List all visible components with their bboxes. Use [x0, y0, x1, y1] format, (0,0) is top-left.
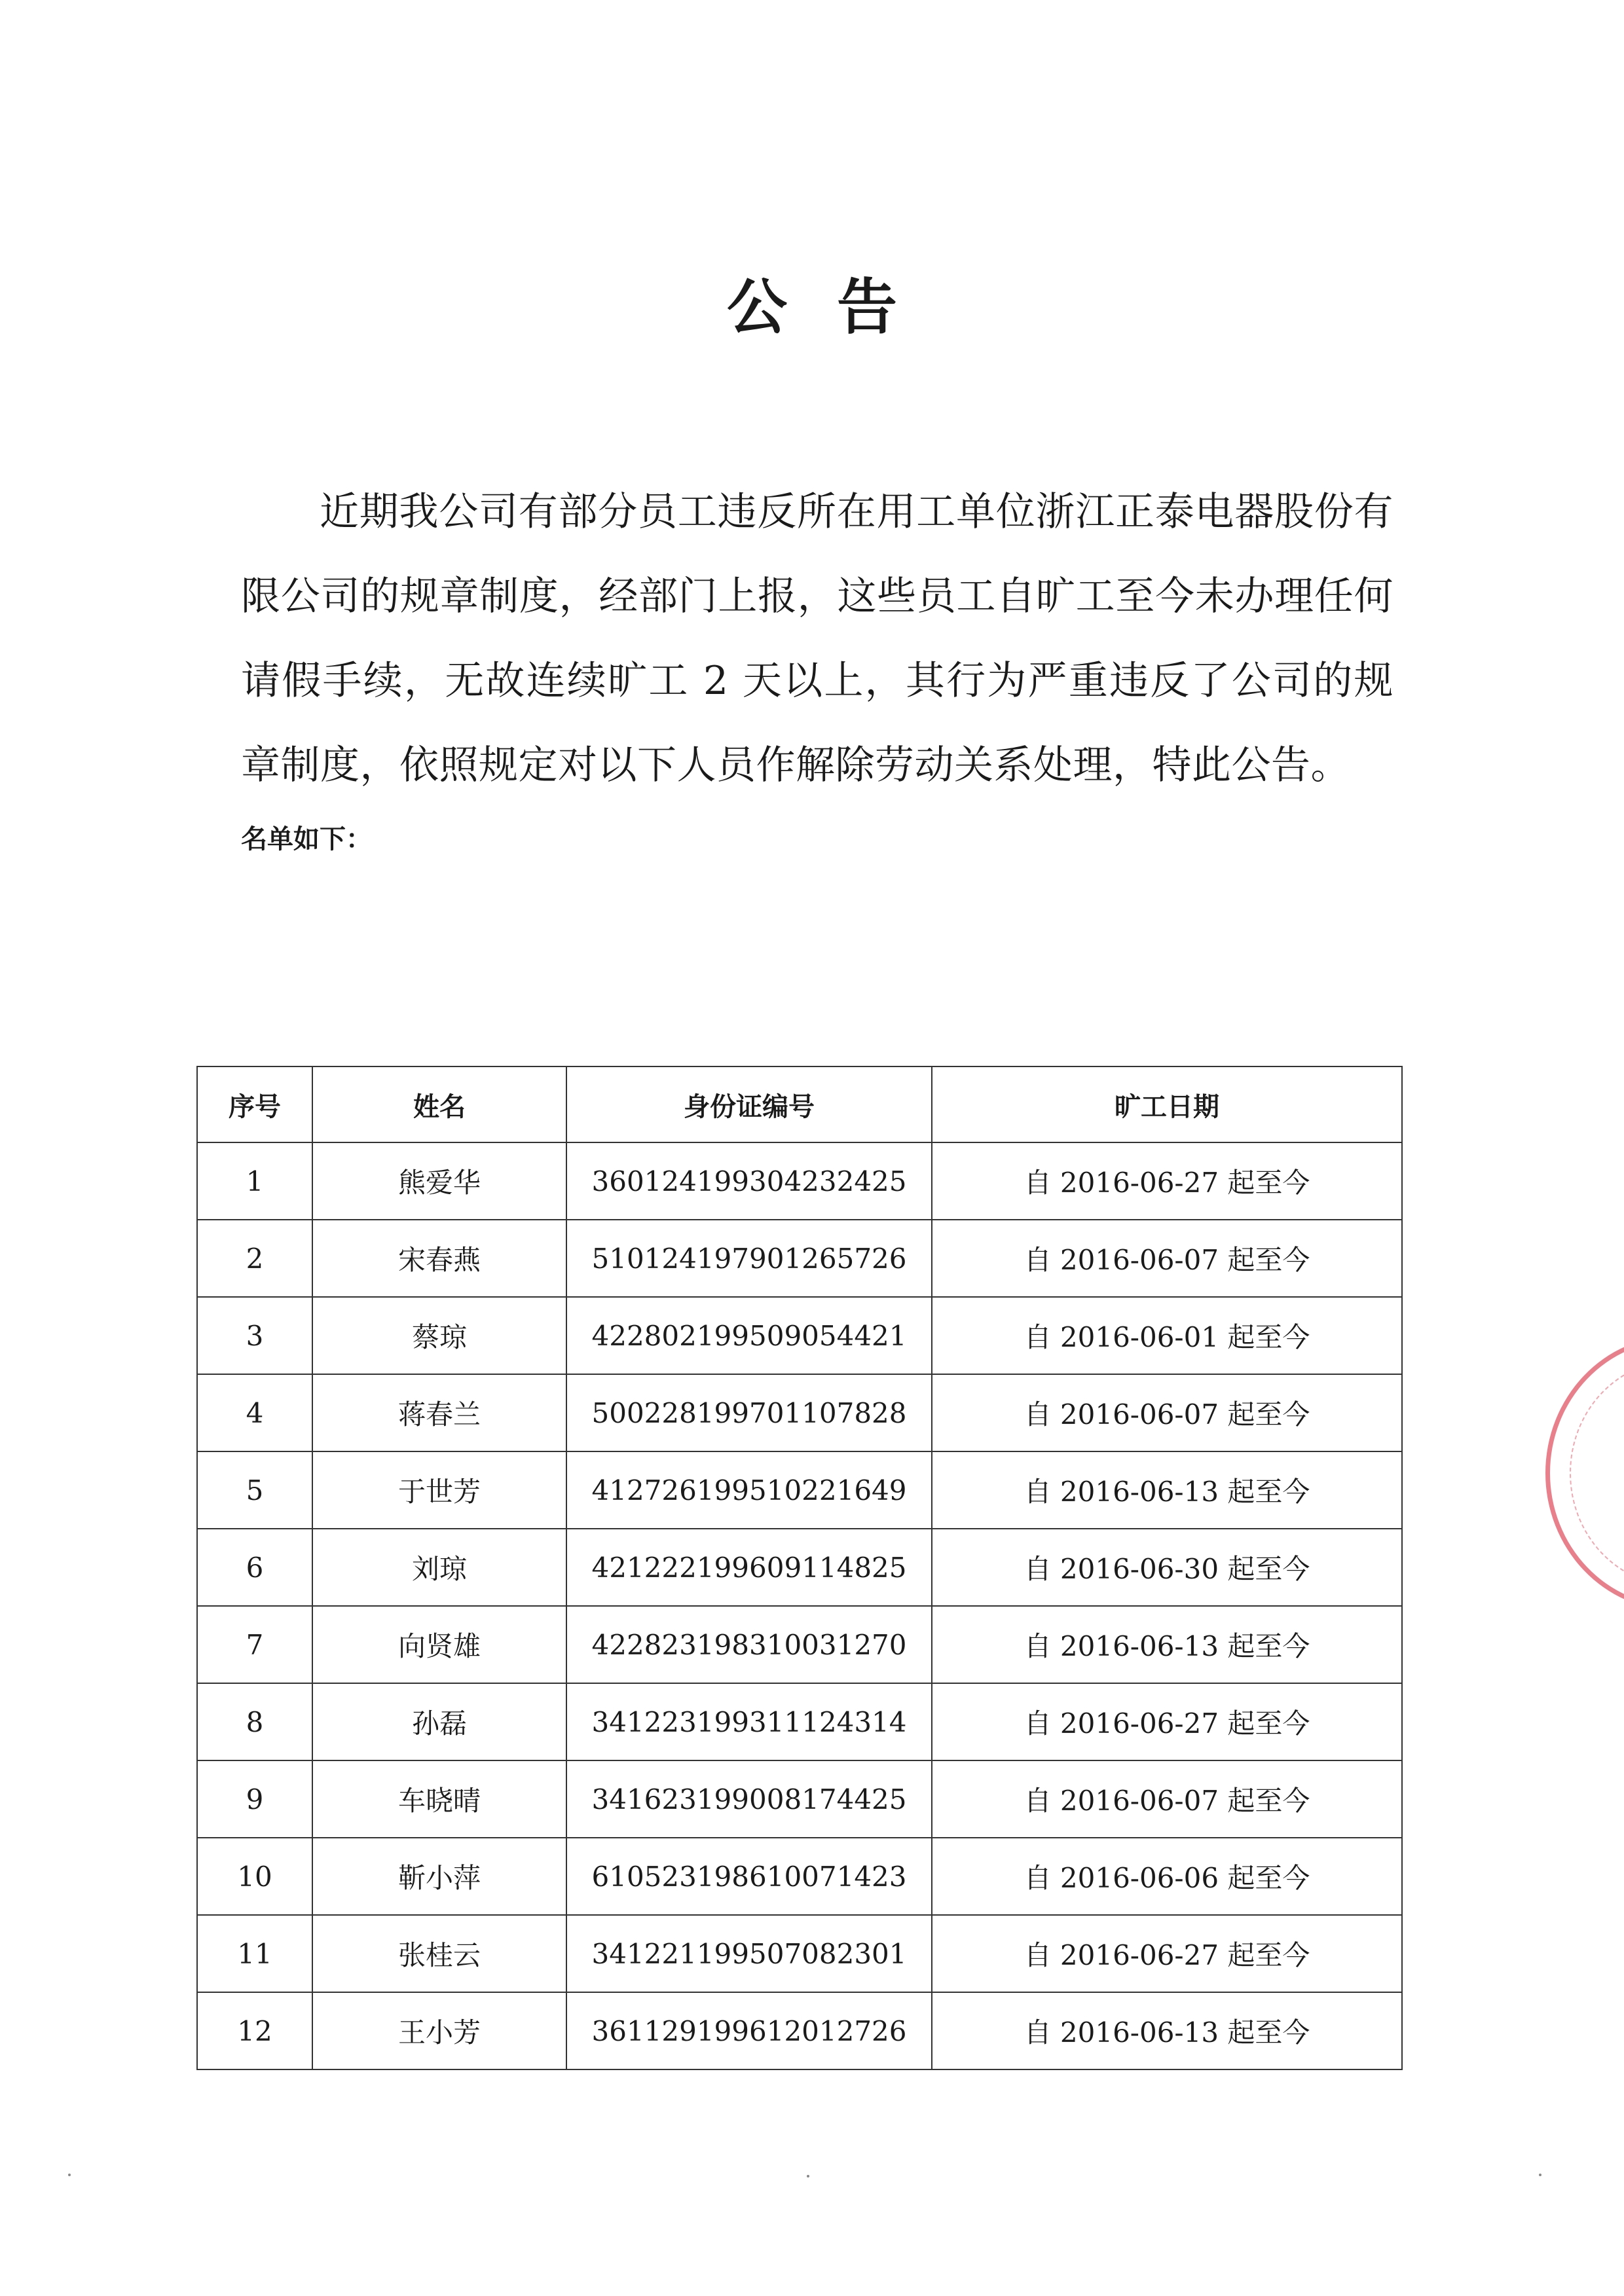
scan-speck	[1539, 2174, 1541, 2176]
cell-seq: 6	[197, 1529, 312, 1606]
cell-name: 刘琼	[312, 1529, 566, 1606]
cell-absence-date: 自 2016-06-01 起至今	[932, 1297, 1402, 1374]
cell-seq: 12	[197, 1992, 312, 2069]
scan-speck	[807, 2175, 809, 2178]
header-name: 姓名	[312, 1066, 566, 1142]
header-seq: 序号	[197, 1066, 312, 1142]
table-row	[197, 1606, 1402, 1683]
cell-id-number: 500228199701107828	[566, 1374, 932, 1451]
cell-id-number: 360124199304232425	[566, 1142, 932, 1220]
cell-absence-date: 自 2016-06-27 起至今	[932, 1683, 1402, 1760]
cell-name: 宋春燕	[312, 1220, 566, 1297]
cell-name: 车晓晴	[312, 1760, 566, 1838]
table-row	[197, 1220, 1402, 1297]
cell-seq: 4	[197, 1374, 312, 1451]
dismissal-table	[196, 1066, 1403, 2070]
cell-id-number: 341223199311124314	[566, 1683, 932, 1760]
notice-title: 公告	[726, 272, 947, 342]
cell-absence-date: 自 2016-06-07 起至今	[932, 1374, 1402, 1451]
cell-absence-date: 自 2016-06-27 起至今	[932, 1142, 1402, 1220]
cell-seq: 9	[197, 1760, 312, 1838]
cell-absence-date: 自 2016-06-13 起至今	[932, 1992, 1402, 2069]
table-row	[197, 1992, 1402, 2069]
cell-name: 蔡琼	[312, 1297, 566, 1374]
cell-id-number: 422823198310031270	[566, 1606, 932, 1683]
cell-seq: 8	[197, 1683, 312, 1760]
cell-id-number: 341623199008174425	[566, 1760, 932, 1838]
cell-name: 靳小萍	[312, 1838, 566, 1915]
cell-seq: 7	[197, 1606, 312, 1683]
cell-seq: 10	[197, 1838, 312, 1915]
cell-id-number: 412726199510221649	[566, 1451, 932, 1529]
cell-name: 向贤雄	[312, 1606, 566, 1683]
cell-id-number: 361129199612012726	[566, 1992, 932, 2069]
scan-speck	[68, 2174, 71, 2176]
company-seal-stamp	[1545, 1336, 1624, 1611]
cell-seq: 11	[197, 1915, 312, 1992]
table-row	[197, 1529, 1402, 1606]
cell-absence-date: 自 2016-06-06 起至今	[932, 1838, 1402, 1915]
cell-id-number: 422802199509054421	[566, 1297, 932, 1374]
cell-absence-date: 自 2016-06-07 起至今	[932, 1220, 1402, 1297]
cell-name: 蒋春兰	[312, 1374, 566, 1451]
notice-body: 近期我公司有部分员工违反所在用工单位浙江正泰电器股份有限公司的规章制度，经部门上报，这些员工自旷工至今未办理任何请假手续，无故连续旷工 2 天以上，其行为严重违反了公司的规章制度，依照规定对以下人员作解除劳动关系处理，特此公告。	[241, 489, 1393, 788]
cell-name: 孙磊	[312, 1683, 566, 1760]
table-row	[197, 1838, 1402, 1915]
seal-inner-ring	[1570, 1360, 1624, 1586]
cell-absence-date: 自 2016-06-13 起至今	[932, 1606, 1402, 1683]
table-row	[197, 1915, 1402, 1992]
header-id-number: 身份证编号	[566, 1066, 932, 1142]
cell-absence-date: 自 2016-06-30 起至今	[932, 1529, 1402, 1606]
cell-absence-date: 自 2016-06-27 起至今	[932, 1915, 1402, 1992]
cell-id-number: 421222199609114825	[566, 1529, 932, 1606]
table-row	[197, 1451, 1402, 1529]
table-row	[197, 1760, 1402, 1838]
cell-seq: 2	[197, 1220, 312, 1297]
cell-name: 王小芳	[312, 1992, 566, 2069]
cell-name: 张桂云	[312, 1915, 566, 1992]
cell-absence-date: 自 2016-06-07 起至今	[932, 1760, 1402, 1838]
table-row	[197, 1297, 1402, 1374]
table-header-row	[197, 1066, 1402, 1142]
table-row	[197, 1683, 1402, 1760]
cell-seq: 3	[197, 1297, 312, 1374]
cell-absence-date: 自 2016-06-13 起至今	[932, 1451, 1402, 1529]
cell-id-number: 610523198610071423	[566, 1838, 932, 1915]
table-row	[197, 1374, 1402, 1451]
cell-name: 于世芳	[312, 1451, 566, 1529]
cell-id-number: 510124197901265726	[566, 1220, 932, 1297]
table-row	[197, 1142, 1402, 1220]
header-absence-date: 旷工日期	[932, 1066, 1402, 1142]
list-label: 名单如下：	[241, 824, 372, 854]
cell-seq: 1	[197, 1142, 312, 1220]
cell-seq: 5	[197, 1451, 312, 1529]
cell-id-number: 341221199507082301	[566, 1915, 932, 1992]
cell-name: 熊爱华	[312, 1142, 566, 1220]
